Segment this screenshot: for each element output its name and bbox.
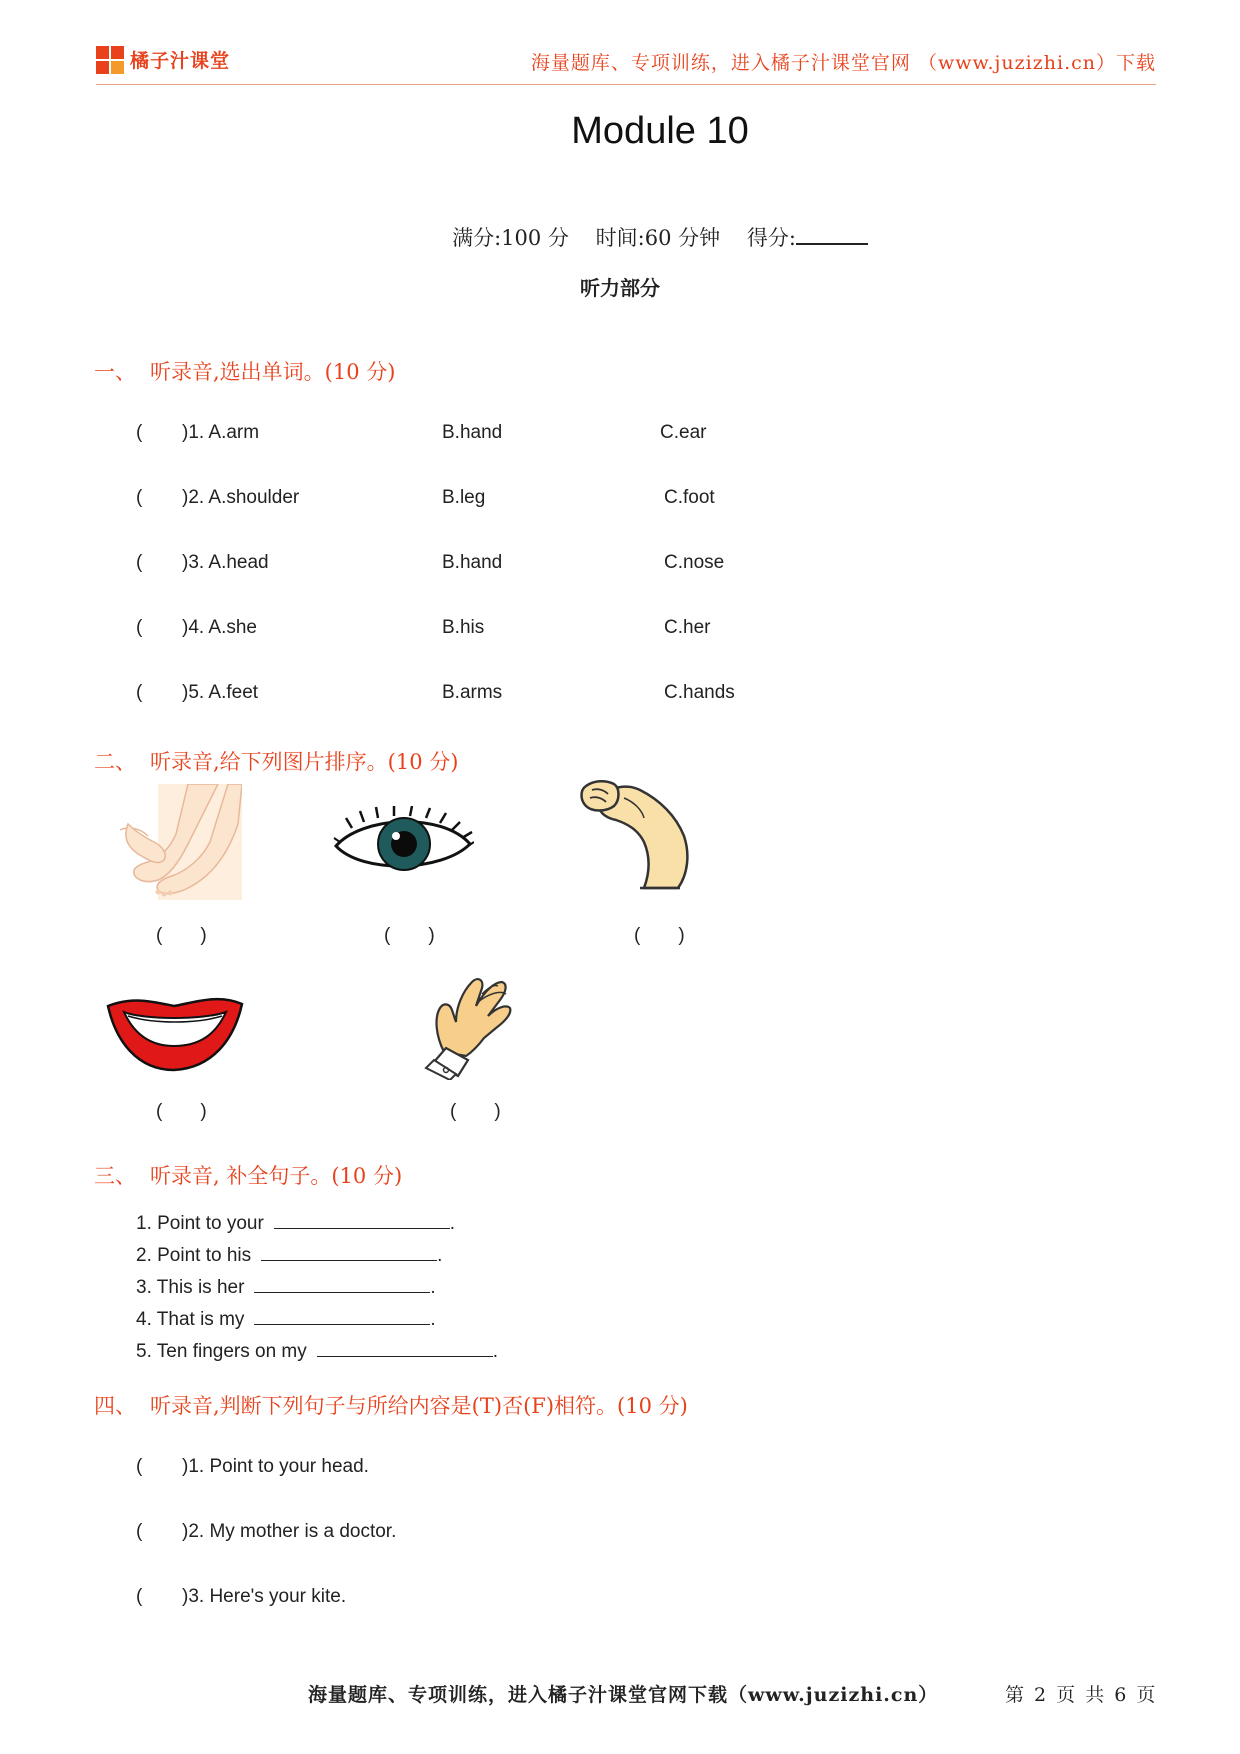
page-footer (0, 1680, 1240, 1710)
sentence-text: 3. This is her (136, 1277, 245, 1298)
section1-row (136, 682, 936, 710)
option-a: )3. A.head (182, 552, 269, 573)
sentence-end: . (430, 1309, 436, 1330)
option-c: C.foot (664, 487, 715, 508)
answer-blank[interactable] (261, 1242, 437, 1261)
answer-paren[interactable]: ( (136, 682, 143, 703)
option-a: )4. A.she (182, 617, 257, 638)
judge-sentence: )2. My mother is a doctor. (182, 1521, 397, 1542)
header-divider (96, 84, 1156, 85)
fill-sentence (136, 1338, 498, 1363)
order-bracket[interactable]: ( ) (156, 1101, 207, 1122)
arm-picture (580, 776, 692, 892)
answer-paren[interactable]: ( (136, 422, 143, 443)
option-c: C.her (664, 617, 711, 638)
judge-sentence: )1. Point to your head. (182, 1456, 369, 1477)
option-b: B.arms (442, 682, 503, 703)
option-b: B.his (442, 617, 485, 638)
sentence-text: 2. Point to his (136, 1245, 252, 1266)
section3-number: 三、 (94, 1164, 136, 1188)
sentence-end: . (437, 1245, 443, 1266)
listening-heading: 听力部分 (580, 276, 660, 300)
answer-blank[interactable] (254, 1306, 430, 1325)
section2-title: 听录音,给下列图片排序。(10 分) (150, 750, 459, 774)
option-b: B.hand (442, 422, 503, 443)
score-line (0, 222, 1240, 252)
header-slogan: 海量题库、专项训练，进入橘子汁课堂官网 （www.juzizhi.cn）下载 (530, 52, 1156, 74)
section2-number: 二、 (94, 750, 136, 774)
option-a: )5. A.feet (182, 682, 259, 703)
section1-row (136, 617, 936, 645)
option-c: C.nose (664, 552, 725, 573)
answer-paren[interactable]: ( (136, 487, 143, 508)
sentence-end: . (492, 1341, 499, 1362)
option-a: )2. A.shoulder (182, 487, 300, 508)
option-b: B.leg (442, 487, 486, 508)
section3-heading (94, 1160, 402, 1190)
score-label: 得分: (746, 226, 796, 250)
judge-row (136, 1586, 936, 1614)
fill-sentence (136, 1242, 442, 1267)
brand-logo (96, 44, 316, 80)
order-bracket[interactable]: ( ) (156, 925, 207, 946)
logo-text: 橘子汁课堂 (130, 50, 231, 72)
fill-sentence (136, 1306, 436, 1331)
answer-paren[interactable]: ( (136, 1586, 143, 1607)
fill-sentence (136, 1210, 455, 1235)
judge-row (136, 1521, 936, 1549)
section4-number: 四、 (94, 1394, 136, 1418)
answer-blank[interactable] (317, 1338, 493, 1357)
page-title: Module 10 (571, 110, 749, 152)
section1-number: 一、 (94, 360, 136, 384)
mouth-picture (104, 990, 246, 1074)
section4-heading (94, 1390, 688, 1420)
judge-sentence: )3. Here's your kite. (182, 1586, 347, 1607)
eye-picture (332, 806, 474, 876)
section3-title: 听录音, 补全句子。(10 分) (150, 1164, 403, 1188)
section1-heading (94, 356, 395, 386)
page-number: 第 2 页 共 6 页 (1005, 1684, 1158, 1706)
section1-row (136, 487, 936, 515)
option-c: C.ear (660, 422, 707, 443)
section1-title: 听录音,选出单词。(10 分) (150, 360, 396, 384)
time-limit: 时间:60 分钟 (595, 226, 721, 250)
full-score: 满分:100 分 (452, 226, 569, 250)
score-blank[interactable] (796, 223, 868, 245)
sentence-text: 1. Point to your (136, 1213, 264, 1234)
fill-sentence (136, 1274, 436, 1299)
sentence-text: 4. That is my (136, 1309, 245, 1330)
judge-row (136, 1456, 936, 1484)
section1-row (136, 422, 936, 450)
answer-paren[interactable]: ( (136, 617, 143, 638)
section2-heading (94, 746, 458, 776)
sentence-end: . (449, 1213, 456, 1234)
order-bracket[interactable]: ( ) (634, 925, 685, 946)
sentence-text: 5. Ten fingers on my (136, 1341, 307, 1362)
feet-picture (118, 784, 242, 900)
option-b: B.hand (442, 552, 503, 573)
answer-paren[interactable]: ( (136, 1521, 143, 1542)
option-c: C.hands (664, 682, 735, 703)
logo-mark-icon (96, 46, 126, 76)
order-bracket[interactable]: ( ) (384, 925, 435, 946)
section1-row (136, 552, 936, 580)
answer-blank[interactable] (254, 1274, 430, 1293)
section4-title: 听录音,判断下列句子与所给内容是(T)否(F)相符。(10 分) (150, 1394, 688, 1418)
answer-paren[interactable]: ( (136, 552, 143, 573)
footer-slogan: 海量题库、专项训练，进入橘子汁课堂官网下载（www.juzizhi.cn） (308, 1684, 939, 1706)
option-a: )1. A.arm (182, 422, 260, 443)
answer-blank[interactable] (274, 1210, 450, 1229)
sentence-end: . (430, 1277, 436, 1298)
order-bracket[interactable]: ( ) (450, 1101, 501, 1122)
hand-picture (422, 972, 514, 1080)
answer-paren[interactable]: ( (136, 1456, 143, 1477)
